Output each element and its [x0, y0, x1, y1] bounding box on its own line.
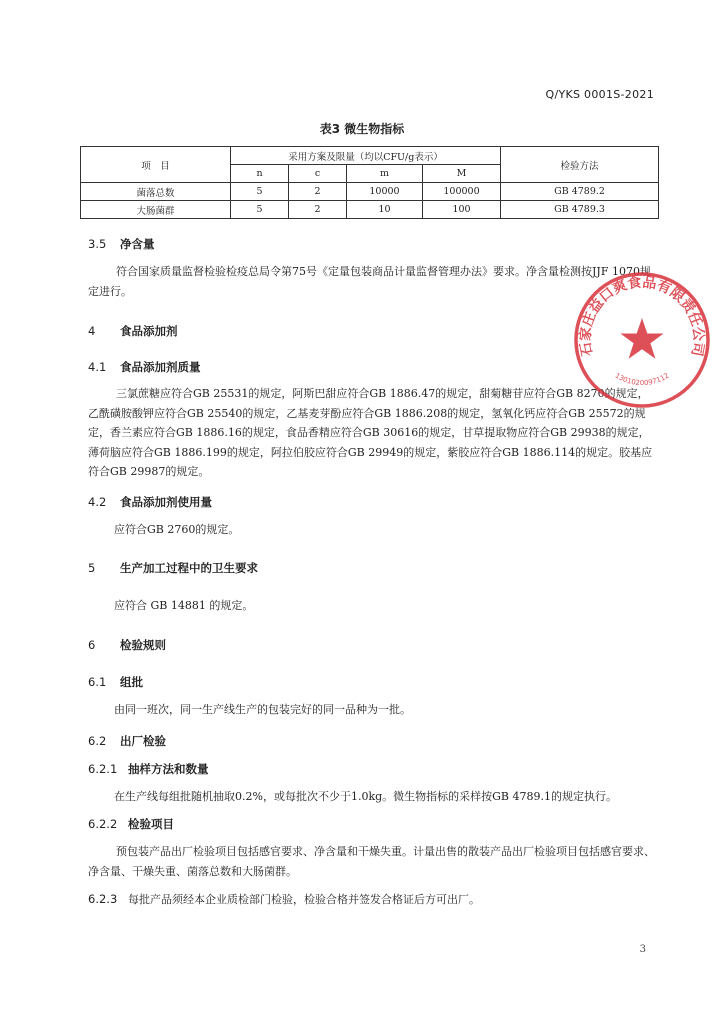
section-title: 食品添加剂使用量	[120, 495, 212, 509]
paragraph-batch: 由同一班次，同一生产线生产的包装完好的同一品种为一批。	[114, 703, 411, 716]
section-text: 每批产品须经本企业质检部门检验，检验合格并签发合格证后方可出厂。	[128, 893, 480, 906]
paragraph-hygiene: 应符合 GB 14881 的规定。	[114, 599, 254, 612]
page-number: 3	[639, 944, 646, 955]
subheader-n: n	[231, 165, 289, 183]
subheader-c: c	[289, 165, 347, 183]
company-seal	[572, 270, 712, 410]
standard-code: Q/YKS 0001S-2021	[545, 88, 654, 101]
section-number: 6.2.3	[88, 892, 118, 906]
header-sampling-plan: 采用方案及限量（均以CFU/g表示）	[231, 147, 501, 165]
paragraph-additive-quality: 三氯蔗糖应符合GB 25531的规定，阿斯巴甜应符合GB 1886.47的规定，甜菊糖苷应符合GB 8270的规定，乙酰磺胺酸钾应符合GB 25540的规定，乙基麦芽酚应符合GB 1886.208的规定，氢氧化钙应符合GB 25572的规定，香兰素应符合GB 1886.16的规定，食品香精应符合GB 30616的规定，甘草提取物应符合GB 29938的规定，薄荷脑应符合GB 1886.199的规定，阿拉伯胶应符合GB 29949的规定，紫胶应符合GB 1886.114的规定。胶基应符合GB 29987的规定。	[88, 387, 653, 478]
cell-M: 100	[423, 201, 501, 219]
cell-m: 10000	[347, 183, 423, 201]
header-method: 检验方法	[501, 147, 659, 183]
heading-4	[88, 323, 178, 339]
section-title: 净含量	[120, 237, 155, 251]
heading-6-2	[88, 733, 166, 749]
cell-method: GB 4789.2	[501, 183, 659, 201]
subheader-M: M	[423, 165, 501, 183]
heading-3-5	[88, 236, 155, 252]
heading-6-2-2	[88, 816, 174, 832]
section-number: 4.1	[88, 360, 107, 374]
heading-4-1	[88, 359, 201, 375]
cell-M: 100000	[423, 183, 501, 201]
cell-method: GB 4789.3	[501, 201, 659, 219]
section-number: 6	[88, 638, 96, 652]
cell-item: 菌落总数	[81, 183, 231, 201]
table-row	[81, 201, 659, 219]
heading-6-1	[88, 674, 143, 690]
paragraph-additive-usage: 应符合GB 2760的规定。	[114, 523, 240, 536]
section-number: 4.2	[88, 495, 107, 509]
cell-n: 5	[231, 183, 289, 201]
cell-m: 10	[347, 201, 423, 219]
subheader-m: m	[347, 165, 423, 183]
section-number: 6.2.1	[88, 762, 118, 776]
table-caption: 表3 微生物指标	[319, 122, 405, 136]
section-number: 4	[88, 324, 96, 338]
seal-text: 石家庄益口爽食品有限责任公司	[577, 274, 707, 358]
paragraph-inspection-items: 预包装产品出厂检验项目包括感官要求、净含量和干燥失重。计量出售的散装产品出厂检验项目包括感官要求、净含量、干燥失重、菌落总数和大肠菌群。	[88, 845, 655, 878]
section-title: 生产加工过程中的卫生要求	[120, 561, 258, 575]
table-row	[81, 183, 659, 201]
cell-n: 5	[231, 201, 289, 219]
seal-star-icon	[620, 318, 663, 359]
heading-5	[88, 560, 258, 576]
cell-c: 2	[289, 183, 347, 201]
section-title: 检验项目	[128, 817, 174, 831]
heading-6-2-1	[88, 761, 209, 777]
heading-6-2-3	[88, 891, 480, 907]
section-number: 6.1	[88, 675, 107, 689]
heading-6	[88, 637, 166, 653]
section-title: 食品添加剂	[120, 324, 178, 338]
section-number: 5	[88, 561, 96, 575]
section-title: 检验规则	[120, 638, 166, 652]
section-number: 6.2	[88, 734, 107, 748]
paragraph-sampling: 在生产线每组批随机抽取0.2%，或每批次不少于1.0kg。微生物指标的采样按GB 4789.1的规定执行。	[114, 790, 618, 803]
paragraph-net-content: 符合国家质量监督检验检疫总局令第75号《定量包装商品计量监督管理办法》要求。净含量检测按JJF 1070规定进行。	[88, 265, 651, 298]
section-title: 出厂检验	[120, 734, 166, 748]
section-number: 3.5	[88, 237, 107, 251]
section-title: 抽样方法和数量	[128, 762, 209, 776]
microbiology-table	[80, 146, 659, 219]
seal-code: 1301020097112	[613, 371, 671, 388]
cell-item: 大肠菌群	[81, 201, 231, 219]
heading-4-2	[88, 494, 212, 510]
header-item: 项 目	[81, 147, 231, 183]
section-title: 组批	[120, 675, 143, 689]
cell-c: 2	[289, 201, 347, 219]
section-number: 6.2.2	[88, 817, 118, 831]
section-title: 食品添加剂质量	[120, 360, 201, 374]
